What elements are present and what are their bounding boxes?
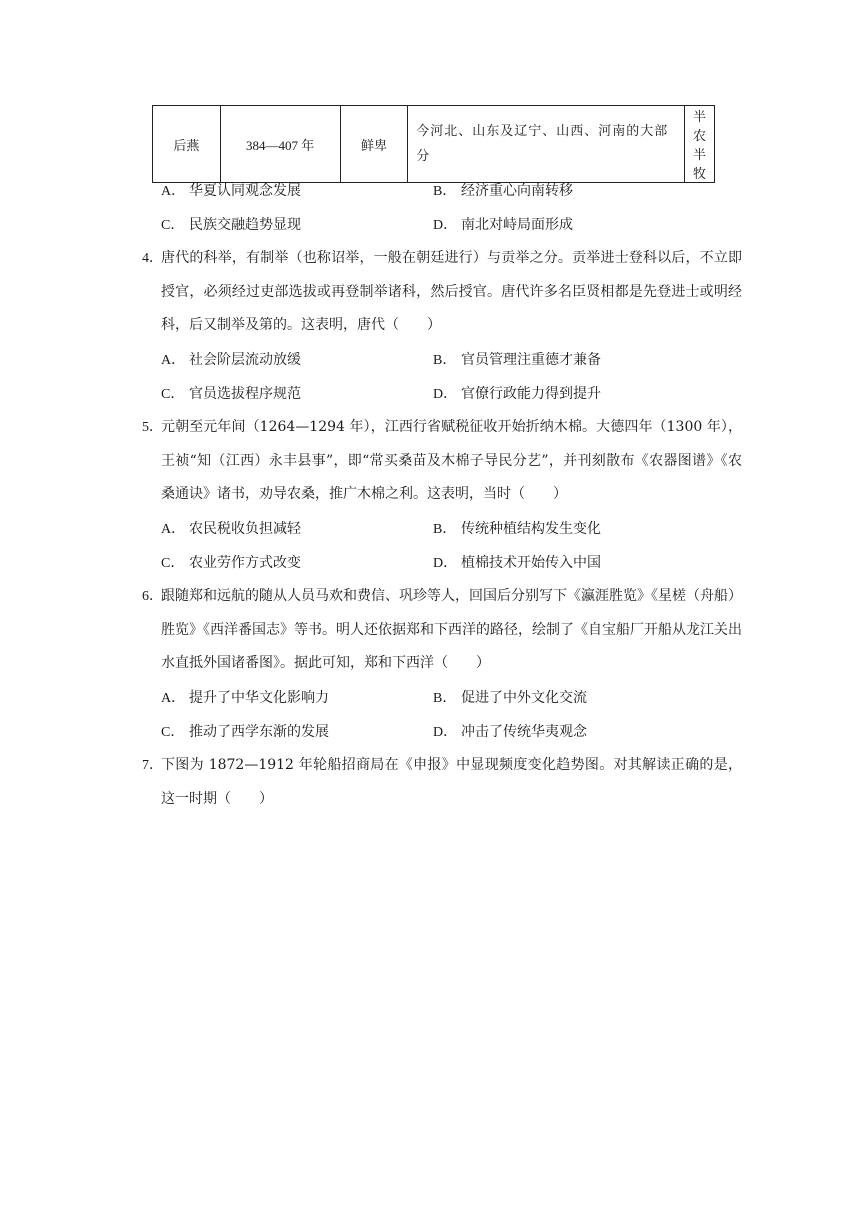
option-text: 社会阶层流动放缓 [189,352,301,368]
q6-option-d[interactable] [433,721,587,741]
q6-option-b[interactable] [433,687,587,707]
option-text: 促进了中外文化交流 [461,690,587,706]
question-5 [142,411,742,512]
question-text: 元朝至元年间（1264—1294 年），江西行省赋税征收开始折纳木棉。大德四年（1300 年），王祯“知（江西）永丰县事”，即“常买桑苗及木棉子导民分艺”，并刊刻散布《农器图谱》《农桑通诀》诸书，劝导农桑，推广木棉之利。这表明，当时（ ） [161,419,742,502]
option-text: 推动了西学东渐的发展 [189,724,329,740]
option-letter: C． [161,725,185,740]
cell-economy: 半农半牧 [684,106,714,183]
option-letter: C． [161,556,185,571]
question-number: 4． [142,251,163,266]
q4-option-d[interactable] [433,383,601,403]
option-letter: D． [433,556,458,571]
option-letter: D． [433,218,458,233]
question-number: 5． [142,420,163,435]
cell-name: 后燕 [153,106,221,183]
option-letter: A． [161,184,186,199]
q3-option-a[interactable] [161,180,301,200]
option-letter: A． [161,353,186,368]
option-letter: D． [433,725,458,740]
question-text: 下图为 1872—1912 年轮船招商局在《申报》中显现频度变化趋势图。对其解读正确的是，这一时期（ ） [161,757,742,807]
q4-option-a[interactable] [161,349,301,369]
q5-option-d[interactable] [433,552,601,572]
option-letter: C． [161,387,185,402]
q5-option-c[interactable] [161,552,301,572]
option-text: 官僚行政能力得到提升 [461,386,601,402]
question-number: 6． [142,589,163,604]
option-text: 农民税收负担减轻 [189,521,301,537]
cell-years: 384—407 年 [220,106,340,183]
q4-option-c[interactable] [161,383,301,403]
table-row [153,106,715,183]
option-text: 华夏认同观念发展 [189,183,301,199]
question-6 [142,580,742,681]
option-letter: A． [161,522,186,537]
option-text: 南北对峙局面形成 [461,217,573,233]
option-text: 农业劳作方式改变 [189,555,301,571]
cell-ethnicity: 鲜卑 [340,106,408,183]
q3-option-d[interactable] [433,214,573,234]
option-letter: B． [433,522,457,537]
q6-option-a[interactable] [161,687,329,707]
q3-option-c[interactable] [161,214,301,234]
q4-option-b[interactable] [433,349,601,369]
q5-option-b[interactable] [433,518,601,538]
option-letter: A． [161,691,186,706]
option-text: 经济重心向南转移 [461,183,573,199]
option-text: 民族交融趋势显现 [189,217,301,233]
question-text: 跟随郑和远航的随从人员马欢和费信、巩珍等人，回国后分别写下《瀛涯胜览》《星槎（舟船）胜览》《西洋番国志》等书。明人还依据郑和下西洋的路径，绘制了《自宝船厂开船从龙江关出水直抵外国诸番图》。据此可知，郑和下西洋（ ） [161,588,742,671]
option-text: 提升了中华文化影响力 [189,690,329,706]
question-4 [142,242,742,343]
question-text: 唐代的科举，有制举（也称诏举，一般在朝廷进行）与贡举之分。贡举进士登科以后，不立即授官，必须经过吏部选拔或再登制举诸科，然后授官。唐代许多名臣贤相都是先登进士或明经科，后又制举及第的。这表明，唐代（ ） [161,250,742,333]
option-letter: B． [433,353,457,368]
option-letter: C． [161,218,185,233]
q6-option-c[interactable] [161,721,329,741]
option-letter: D． [433,387,458,402]
dynasty-table [152,105,715,183]
question-7 [142,749,742,816]
option-text: 植棉技术开始传入中国 [461,555,601,571]
option-text: 传统种植结构发生变化 [461,521,601,537]
option-text: 官员管理注重德才兼备 [461,352,601,368]
option-letter: B． [433,184,457,199]
option-letter: B． [433,691,457,706]
cell-region: 今河北、山东及辽宁、山西、河南的大部分 [408,106,685,183]
question-number: 7． [142,758,163,773]
q3-option-b[interactable] [433,180,573,200]
option-text: 官员选拔程序规范 [189,386,301,402]
q5-option-a[interactable] [161,518,301,538]
option-text: 冲击了传统华夷观念 [461,724,587,740]
